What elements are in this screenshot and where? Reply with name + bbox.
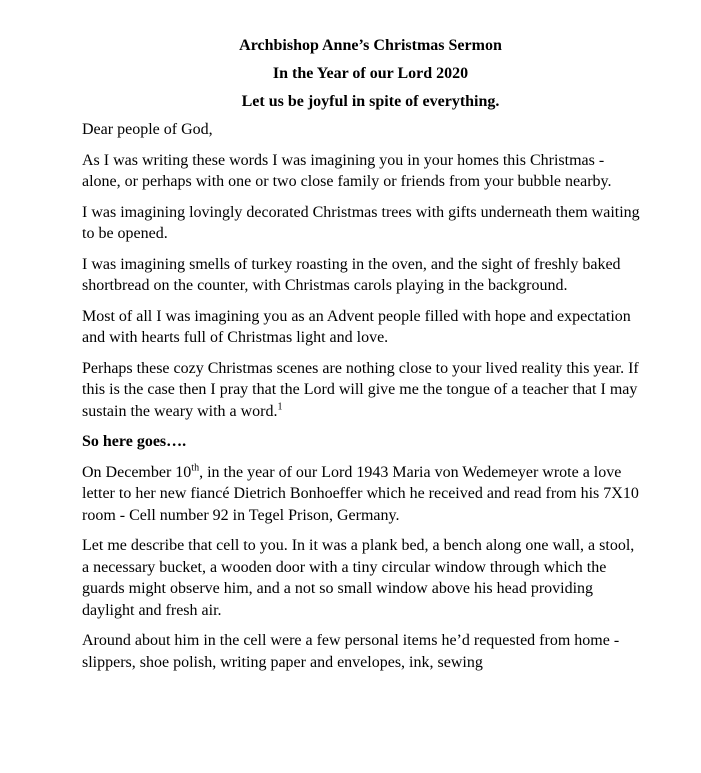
footnote-marker: 1 xyxy=(277,401,283,413)
paragraph-7-text-a: On December 10 xyxy=(82,463,192,481)
paragraph-5-text: Perhaps these cozy Christmas scenes are nothing close to your lived reality this year. If this is the case then I pray that the Lord will give me the tongue of a teacher that I may sustain the weary with a word. xyxy=(82,359,639,420)
ordinal-suffix: th xyxy=(191,462,200,474)
paragraph-3: I was imagining smells of turkey roasting in the oven, and the sight of freshly baked shortbread on the counter, with Christmas carols playing in the background. xyxy=(82,255,621,294)
sermon-subtitle: Let us be joyful in spite of everything. xyxy=(241,93,500,110)
document-page xyxy=(82,36,642,682)
paragraph-8: Let me describe that cell to you. In it was a plank bed, a bench along one wall, a stool, a necessary bucket, a wooden door with a tiny circular window through which the guards might observe him, and a not so small window above his head providing daylight and fresh air. xyxy=(82,537,635,619)
paragraph-7 xyxy=(82,462,642,527)
paragraph-1: As I was writing these words I was imagining you in your homes this Christmas - alone, or perhaps with one or two close family or friends from your bubble nearby. xyxy=(82,151,612,190)
paragraph-9: Around about him in the cell were a few personal items he’d requested from home - slippers, shoe polish, writing paper and envelopes, ink, sewing xyxy=(82,632,620,671)
greeting: Dear people of God, xyxy=(82,121,213,138)
paragraph-6: So here goes…. xyxy=(82,433,187,450)
sermon-title: Archbishop Anne’s Christmas Sermon xyxy=(239,37,502,54)
paragraph-7-text-b: , in the year of our Lord 1943 Maria von Wedemeyer wrote a love letter to her new fiancé Dietrich Bonhoeffer which he received and read from his 7X10 room - Cell number 92 in Tegel Prison, Germany. xyxy=(82,463,639,524)
sermon-year: In the Year of our Lord 2020 xyxy=(272,65,469,82)
paragraph-5 xyxy=(82,358,642,423)
paragraph-4: Most of all I was imagining you as an Advent people filled with hope and expectation and with hearts full of Christmas light and love. xyxy=(82,307,631,346)
paragraph-2: I was imagining lovingly decorated Christmas trees with gifts underneath them waiting to be opened. xyxy=(82,203,640,242)
